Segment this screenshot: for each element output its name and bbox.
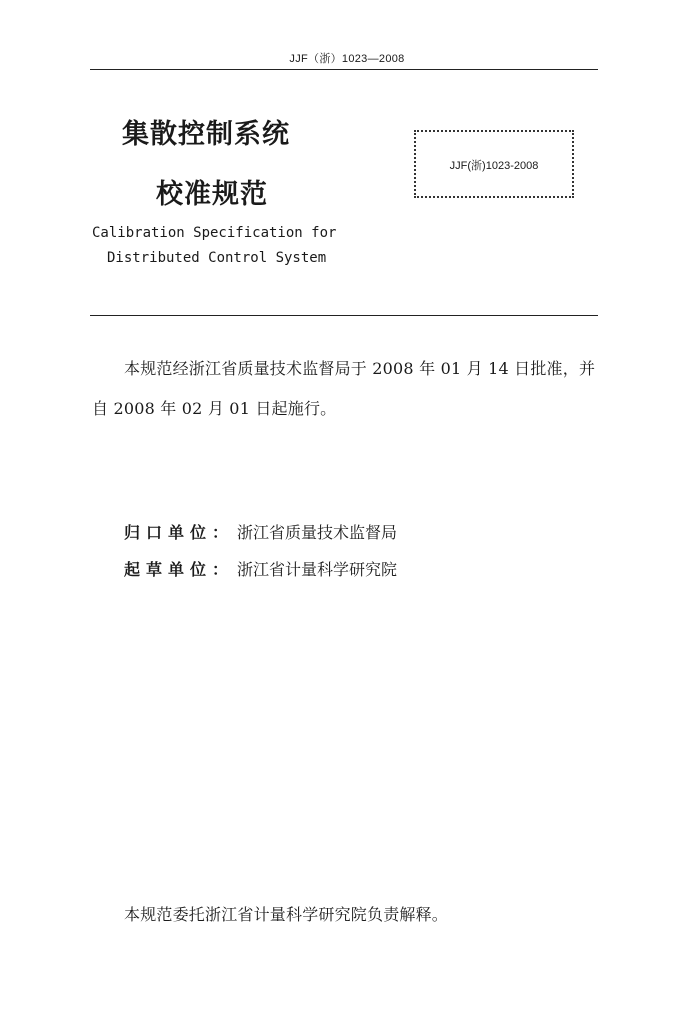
- responsible-unit-label: 归口单位：: [124, 523, 235, 542]
- header-divider: [90, 69, 598, 70]
- drafting-unit-value: 浙江省计量科学研究院: [237, 560, 398, 579]
- approval-statement-line2: 自 2008 年 02 月 01 日起施行。: [92, 399, 337, 418]
- document-title-line1: 集散控制系统: [122, 119, 290, 150]
- responsible-unit-value: 浙江省质量技术监督局: [237, 523, 398, 542]
- header-standard-code: JJF（浙）1023—2008: [289, 53, 405, 65]
- english-title-line1: Calibration Specification for: [92, 225, 337, 241]
- drafting-unit-label: 起草单位：: [124, 560, 235, 579]
- section-divider: [90, 315, 598, 316]
- approval-statement-line1: 本规范经浙江省质量技术监督局于 2008 年 01 月 14 日批准，并: [124, 359, 596, 378]
- interpretation-note: 本规范委托浙江省计量科学研究院负责解释。: [124, 905, 449, 924]
- english-title-line2: Distributed Control System: [107, 250, 327, 266]
- document-title-line2: 校准规范: [156, 179, 268, 210]
- standard-code-box-text: JJF(浙)1023-2008: [449, 160, 539, 172]
